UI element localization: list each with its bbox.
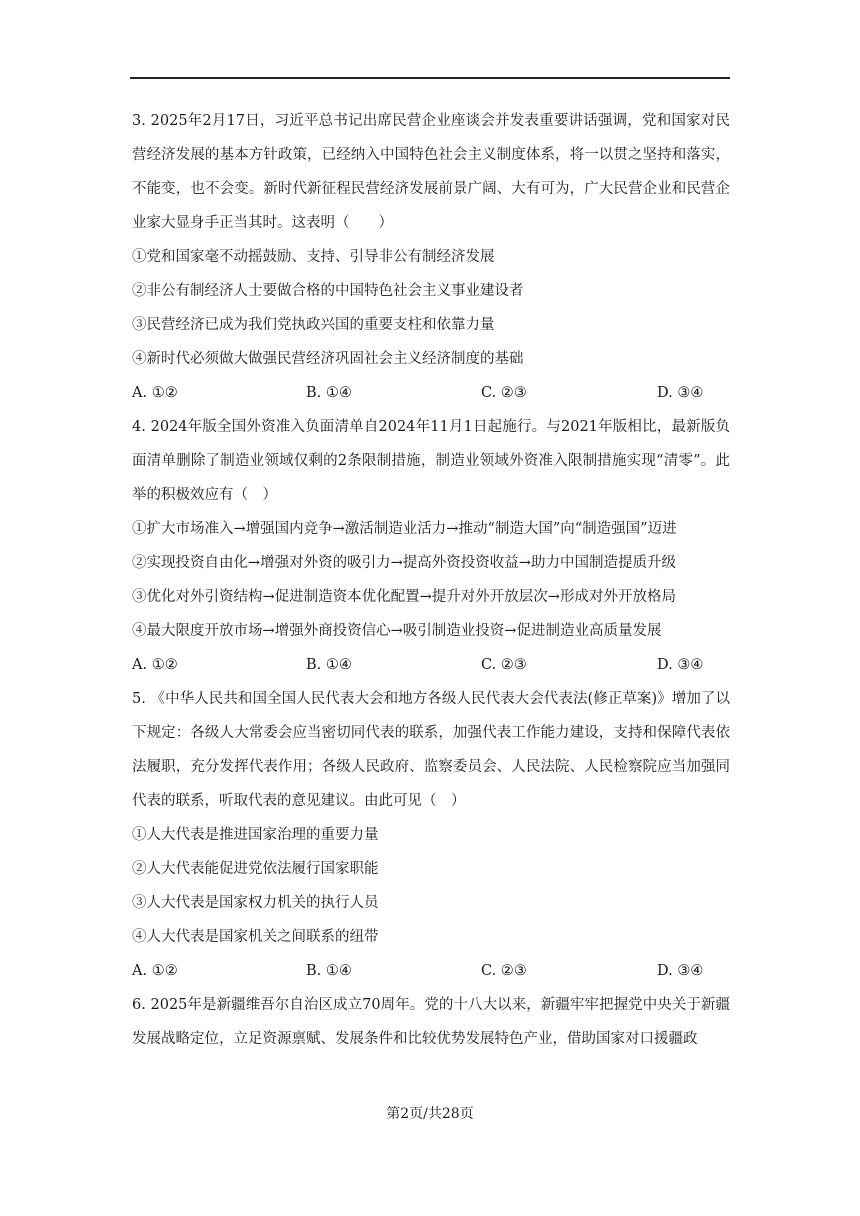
question-4 (132, 410, 730, 682)
choice-a: A. ①② (132, 385, 178, 401)
choice-a: A. ①② (132, 657, 178, 673)
answer-choices (132, 376, 730, 410)
choice-d: D. ③④ (657, 657, 704, 673)
question-stem: 6. 2025年是新疆维吾尔自治区成立70周年。党的十八大以来，新疆牢牢把握党中央关于新疆发展战略定位，立足资源禀赋、发展条件和比较优势发展特色产业，借助国家对口援疆政 (132, 997, 730, 1047)
choice-b: B. ①④ (306, 385, 352, 401)
statement-option: ④人大代表是国家机关之间联系的纽带 (132, 929, 379, 945)
statement-option: ④新时代必须做大做强民营经济巩固社会主义经济制度的基础 (132, 351, 524, 367)
statement-option: ③民营经济已成为我们党执政兴国的重要支柱和依靠力量 (132, 317, 495, 333)
statement-option: ②实现投资自由化→增强对外资的吸引力→提高外资投资收益→助力中国制造提质升级 (132, 555, 676, 571)
question-3 (132, 104, 730, 410)
page-footer: 第2页/共28页 (386, 1106, 474, 1122)
statement-option: ③优化对外引资结构→促进制造资本优化配置→提升对外开放层次→形成对外开放格局 (132, 589, 676, 605)
choice-b: B. ①④ (306, 657, 352, 673)
statement-option: ①人大代表是推进国家治理的重要力量 (132, 827, 379, 843)
question-6 (132, 988, 730, 1056)
choice-d: D. ③④ (657, 963, 704, 979)
answer-choices (132, 648, 730, 682)
choice-c: C. ②③ (481, 385, 527, 401)
choice-c: C. ②③ (481, 963, 527, 979)
choice-a: A. ①② (132, 963, 178, 979)
question-stem: 5. 《中华人民共和国全国人民代表大会和地方各级人民代表大会代表法(修正草案)》增加了以下规定：各级人大常委会应当密切同代表的联系，加强代表工作能力建设，支持和保障代表依法履职，充分发挥代表作用；各级人民政府、监察委员会、人民法院、人民检察院应当加强同代表的联系，听取代表的意见建议。由此可见（ ） (132, 691, 730, 809)
question-stem: 3. 2025年2月17日，习近平总书记出席民营企业座谈会并发表重要讲话强调，党和国家对民营经济发展的基本方针政策，已经纳入中国特色社会主义制度体系，将一以贯之坚持和落实，不能变，也不会变。新时代新征程民营经济发展前景广阔、大有可为，广大民营企业和民营企业家大显身手正当其时。这表明（ ） (132, 113, 730, 231)
statement-option: ①党和国家毫不动摇鼓励、支持、引导非公有制经济发展 (132, 249, 495, 265)
choice-c: C. ②③ (481, 657, 527, 673)
statement-option: ④最大限度开放市场→增强外商投资信心→吸引制造业投资→促进制造业高质量发展 (132, 623, 662, 639)
choice-d: D. ③④ (657, 385, 704, 401)
choice-b: B. ①④ (306, 963, 352, 979)
page-content (132, 104, 730, 1056)
question-stem: 4. 2024年版全国外资准入负面清单自2024年11月1日起施行。与2021年版相比，最新版负面清单删除了制造业领域仅剩的2条限制措施，制造业领域外资准入限制措施实现“清零”。此举的积极效应有（ ） (132, 419, 730, 503)
statement-option: ②人大代表能促进党依法履行国家职能 (132, 861, 379, 877)
statement-option: ②非公有制经济人士要做合格的中国特色社会主义事业建设者 (132, 283, 524, 299)
answer-choices (132, 954, 730, 988)
statement-option: ③人大代表是国家权力机关的执行人员 (132, 895, 379, 911)
statement-option: ①扩大市场准入→增强国内竞争→激活制造业活力→推动“制造大国”向“制造强国”迈进 (132, 521, 677, 537)
header-rule (130, 77, 730, 79)
question-5 (132, 682, 730, 988)
